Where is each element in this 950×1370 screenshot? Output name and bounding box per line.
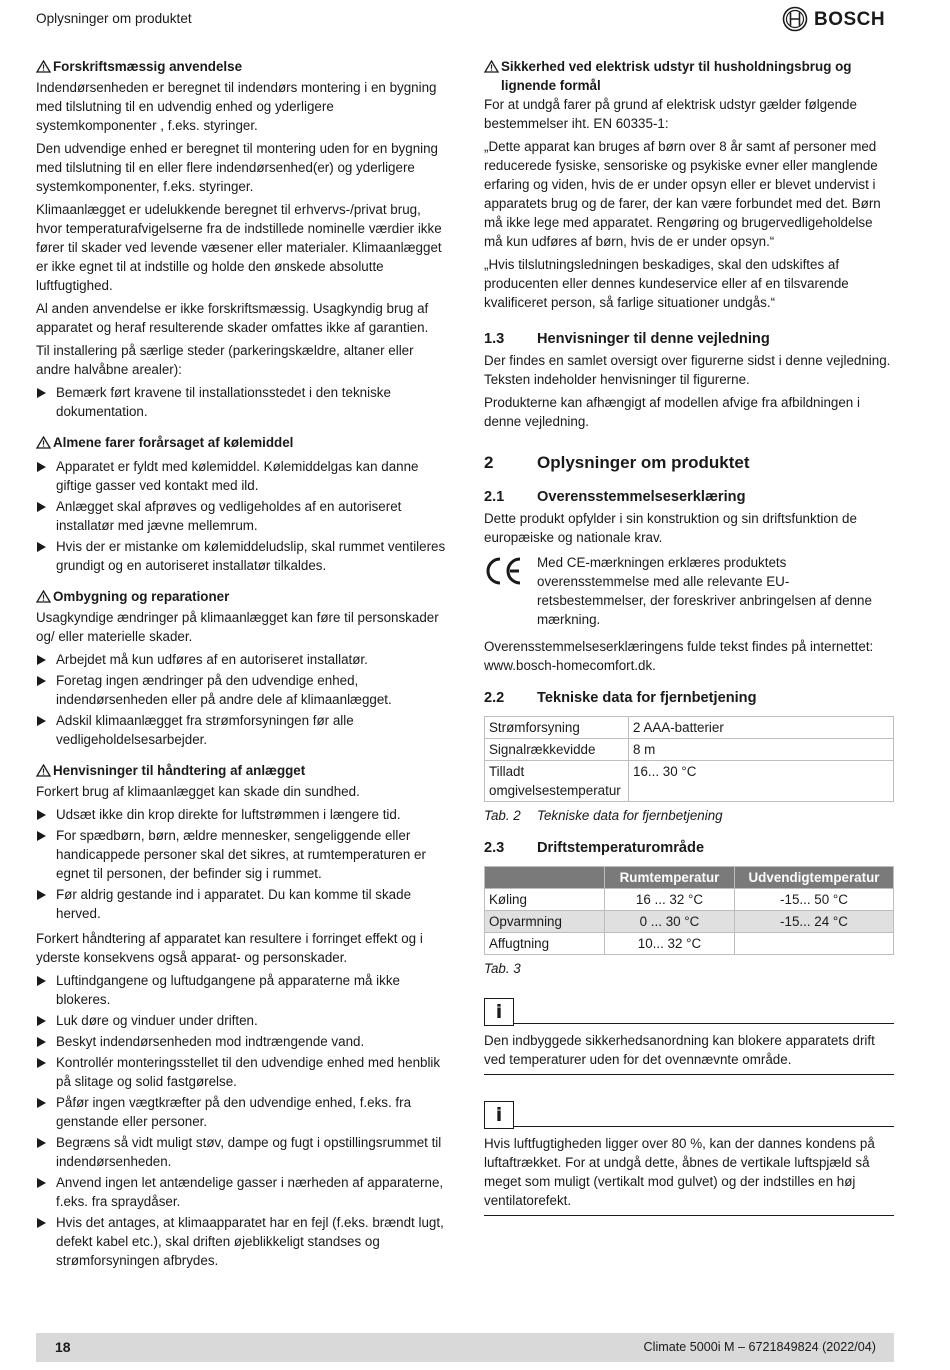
bosch-logo [782, 6, 885, 32]
section-heading: Sikkerhed ved elektrisk udstyr til husholdningsbrug og lignende formål [484, 57, 894, 95]
right-column [484, 57, 894, 1220]
list-item: Anlægget skal afprøves og vedligeholdes af en autoriseret installatør med jævne mellemrum. [36, 497, 446, 535]
ce-mark-icon [484, 555, 537, 587]
paragraph: Til installering på særlige steder (parkeringskældre, altaner eller andre halvåbne arealer): [36, 343, 414, 377]
list-item: Begræns så vidt muligt støv, dampe og fugt i opstillingsrummet til indendørsenheden. [36, 1133, 446, 1171]
table-row: Opvarmning 0 ... 30 °C -15... 24 °C [485, 911, 894, 933]
warning-icon [36, 763, 53, 782]
heading-1-3: 1.3 Henvisninger til denne vejledning [484, 331, 770, 347]
brand-name: BOSCH [814, 8, 886, 30]
section-heading: Almene farer forårsaget af kølemiddel [36, 433, 446, 454]
document-id: Climate 5000i M – 6721849824 (2022/04) [643, 1340, 876, 1354]
list-item: Hvis det antages, at klimaapparatet har en fejl (f.eks. brændt lugt, defekt kabel etc.), skal driften øjeblikkeligt standses og strømforsyningen afbrydes. [36, 1213, 446, 1270]
left-column [36, 57, 446, 1276]
paragraph: Al anden anvendelse er ikke forskriftsmæssig. Usagkyndig brug af apparatet og heraf resulterende skader omfattes ikke af garantien. [36, 301, 429, 335]
ce-statement: Med CE-mærkningen erklæres produktets overensstemmelse med alle relevante EU-retsbestemmelser, der foreskriver anbringelsen af denne mærkning. [484, 553, 894, 633]
running-header: Oplysninger om produktet [36, 11, 192, 26]
paragraph: For at undgå farer på grund af elektrisk udstyr gælder følgende bestemmelser iht. EN 60335-1: [484, 97, 857, 131]
list-item: Anvend ingen let antændelige gasser i nærheden af apparaterne, f.eks. fra spraydåser. [36, 1173, 446, 1211]
list-item: For spædbørn, børn, ældre mennesker, sengeliggende eller handicappede personer skal det sikres, at rumtemperaturen er egnet til personen, der befinder sig i rummet. [36, 826, 446, 883]
paragraph: Forkert håndtering af apparatet kan resultere i forringet effekt og i yderste konsekvens også apparat- og personskader. [36, 931, 423, 965]
list-item: Adskil klimaanlægget fra strømforsyningen før alle vedligeholdelsesarbejder. [36, 711, 446, 749]
paragraph: Dette produkt opfylder i sin konstruktion og sin driftsfunktion de europæiske og nationale krav. [484, 511, 857, 545]
bosch-armature-icon [782, 6, 808, 32]
table-header-row: Rumtemperatur Udvendigtemperatur [485, 867, 894, 889]
table-row: Affugtning 10... 32 °C [485, 933, 894, 955]
table-caption: Tab. 2 Tekniske data for fjernbetjening [484, 808, 723, 823]
list-item: Beskyt indendørsenheden mod indtrængende vand. [36, 1032, 446, 1051]
list-item: Kontrollér monteringsstellet til den udvendige enhed med henblik på slitage og solid fastgørelse. [36, 1053, 446, 1091]
warning-icon [36, 59, 53, 78]
bullet-list [36, 971, 446, 1270]
table-row: Signalrækkevidde 8 m [485, 739, 894, 761]
page-footer [36, 1333, 894, 1362]
paragraph: Produkterne kan afhængigt af modellen afvige fra afbildningen i denne vejledning. [484, 395, 860, 429]
paragraph: Den udvendige enhed er beregnet til montering uden for en bygning med tilslutning til en eller flere indendørsenhed(er) og yderligere systemkomponenter, f.eks. styringer. [36, 141, 439, 194]
warning-icon [484, 59, 501, 78]
table-row: Tilladt omgivelsestemperatur 16... 30 °C [485, 761, 894, 802]
section-heading: Henvisninger til håndtering af anlægget [36, 761, 446, 782]
list-item: Påfør ingen vægtkræfter på den udvendige enhed, f.eks. fra genstande eller personer. [36, 1093, 446, 1131]
section-heading: Ombygning og reparationer [36, 587, 446, 608]
warning-icon [36, 589, 53, 608]
heading-2-3: 2.3 Driftstemperaturområde [484, 840, 705, 856]
list-item: Hvis der er mistanke om kølemiddeludslip, skal rummet ventileres grundigt og en autoriseret installatør tilkaldes. [36, 537, 446, 575]
bullet-list [36, 383, 446, 421]
table-row: Strømforsyning 2 AAA-batterier [485, 717, 894, 739]
list-item: Apparatet er fyldt med kølemiddel. Kølemiddelgas kan danne giftige gasser ved kontakt med ild. [36, 457, 446, 495]
bullet-list [36, 457, 446, 575]
paragraph: „Dette apparat kan bruges af børn over 8 år samt af personer med reducerede fysiske, sensoriske og psykiske evner eller manglende erfaring og viden, hvis de er under opsyn eller er blevet undervist i apparatets brug og de farer, der kan være forbundet med det. Børn må ikke lege med apparatet. Rengøring og brugervedligeholdelse må kun udføres af børn, hvis de er under opsyn.“ [484, 139, 881, 249]
heading-2-1: 2.1 Overensstemmelseserklæring [484, 489, 746, 505]
remote-specs-table [484, 716, 894, 802]
section-heading: Forskriftsmæssig anvendelse [36, 57, 446, 78]
heading-2: 2 Oplysninger om produktet [484, 453, 750, 472]
paragraph: Usagkyndige ændringer på klimaanlægget kan føre til personskader og/ eller materielle skader. [36, 610, 439, 644]
paragraph: Forkert brug af klimaanlægget kan skade din sundhed. [36, 784, 360, 799]
info-icon: i [484, 1101, 514, 1129]
bullet-list [36, 805, 446, 923]
info-note: i Den indbyggede sikkerhedsanordning kan blokere apparatets drift ved temperaturer uden for det ovennævnte område. [484, 998, 894, 1075]
temperature-range-table [484, 866, 894, 955]
info-icon: i [484, 998, 514, 1026]
table-row: Køling 16 ... 32 °C -15... 50 °C [485, 889, 894, 911]
paragraph: Der findes en samlet oversigt over figurerne sidst i denne vejledning. Teksten indeholder henvisninger til figurerne. [484, 353, 891, 387]
list-item: Udsæt ikke din krop direkte for luftstrømmen i længere tid. [36, 805, 446, 824]
list-item: Luk døre og vinduer under driften. [36, 1011, 446, 1030]
list-item: Arbejdet må kun udføres af en autoriseret installatør. [36, 650, 446, 669]
info-note: i Hvis luftfugtigheden ligger over 80 %, kan der dannes kondens på luftaftrækket. For at undgå dette, åbnes de vertikale luftspjæld så meget som muligt (vertikalt mod gulvet) og der indstilles en høj ventilatorefekt. [484, 1101, 894, 1216]
list-item: Bemærk ført kravene til installationsstedet i den tekniske dokumentation. [36, 383, 446, 421]
heading-2-2: 2.2 Tekniske data for fjernbetjening [484, 690, 757, 706]
warning-icon [36, 435, 53, 454]
table-caption: Tab. 3 [484, 961, 521, 976]
paragraph: Indendørsenheden er beregnet til indendørs montering i en bygning med tilslutning til en udvendig enhed og yderligere systemkomponenter , f.eks. styringer. [36, 80, 437, 133]
bullet-list [36, 650, 446, 749]
paragraph: Klimaanlægget er udelukkende beregnet til erhvervs-/privat brug, hvor temperaturafvigelserne fra de indstillede nominelle værdier ikke fører til skader ved levende væsener eller materialer. Klimaanlægget er ikke egnet til at indstille og holde den ønskede absolutte luftfugtighed. [36, 202, 442, 293]
page-number: 18 [55, 1339, 71, 1355]
list-item: Foretag ingen ændringer på den udvendige enhed, indendørsenheden eller på andre dele af klimaanlægget. [36, 671, 446, 709]
paragraph: „Hvis tilslutningsledningen beskadiges, skal den udskiftes af producenten eller dennes kundeservice eller af en tilsvarende kvalificeret person, så farlige situationer undgås.“ [484, 257, 849, 310]
list-item: Luftindgangene og luftudgangene på apparaterne må ikke blokeres. [36, 971, 446, 1009]
list-item: Før aldrig gestande ind i apparatet. Du kan komme til skade herved. [36, 885, 446, 923]
paragraph: Overensstemmelseserklæringens fulde tekst findes på internettet: www.bosch-homecomfort.dk. [484, 639, 874, 673]
